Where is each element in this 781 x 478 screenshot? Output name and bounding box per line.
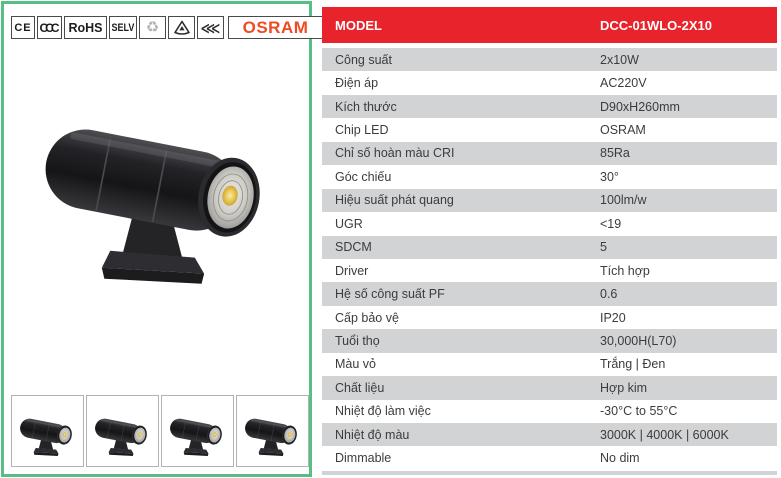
rohs-label: RoHS xyxy=(68,20,103,35)
spec-value: -30°C to 55°C xyxy=(600,404,678,419)
product-thumbnail-image xyxy=(242,412,304,457)
spec-value: Tích hợp xyxy=(600,263,650,278)
spec-value: AC220V xyxy=(600,76,647,91)
energy-arrows-icon: ⋘ xyxy=(200,19,221,36)
spec-value: No dim xyxy=(600,451,640,466)
spec-label: SDCM xyxy=(335,240,372,255)
product-thumbnail-3[interactable] xyxy=(161,395,234,467)
spec-row-housing-color xyxy=(322,353,777,376)
product-thumbnail-2[interactable] xyxy=(86,395,159,467)
spec-value: 2x10W xyxy=(600,52,639,67)
spec-label: Nhiệt độ màu xyxy=(335,427,410,442)
recycle-icon: ♻ xyxy=(145,19,160,36)
spec-value: <19 xyxy=(600,216,622,231)
spec-label: Dimmable xyxy=(335,451,392,466)
product-thumbnail-image xyxy=(17,412,79,457)
spec-label: Màu vỏ xyxy=(335,357,376,372)
spec-label: Kích thước xyxy=(335,99,397,114)
spec-label: Nhiệt độ làm việc xyxy=(335,404,431,419)
spec-value: 5 xyxy=(600,240,607,255)
spec-row-size xyxy=(322,95,777,118)
recycle-badge xyxy=(139,16,166,39)
product-photo-main xyxy=(34,102,288,288)
spec-row-chip xyxy=(322,118,777,141)
spec-value: 0.6 xyxy=(600,287,618,302)
spec-label: Chất liệu xyxy=(335,380,385,395)
osram-logo-badge xyxy=(228,16,323,39)
triangle-cert-badge xyxy=(168,16,195,39)
spec-row-lifetime xyxy=(322,329,777,352)
spec-value: 3000K | 4000K | 6000K xyxy=(600,427,729,442)
model-header-label: MODEL xyxy=(335,17,382,33)
spec-row-cri xyxy=(322,142,777,165)
spec-row-dimmable xyxy=(322,446,777,469)
spec-value: 30,000H(L70) xyxy=(600,333,677,348)
ce-mark-badge xyxy=(11,16,35,39)
spec-row-beam-angle xyxy=(322,165,777,188)
spec-label: Cấp bảo vệ xyxy=(335,310,399,325)
spec-label: Điện áp xyxy=(335,76,379,91)
spec-label: Hiệu suất phát quang xyxy=(335,193,454,208)
spec-label: Công suất xyxy=(335,52,392,67)
spec-row-driver xyxy=(322,259,777,282)
spec-label: Tuổi thọ xyxy=(335,333,380,348)
certification-badge-row xyxy=(11,16,323,39)
spec-value: IP20 xyxy=(600,310,626,325)
table-bottom-strip xyxy=(322,471,777,475)
spec-row-power xyxy=(322,48,777,71)
triangle-cert-icon xyxy=(173,20,191,36)
spec-rows xyxy=(322,48,777,470)
spec-label: Góc chiếu xyxy=(335,169,392,184)
spec-value: Trắng | Đen xyxy=(600,357,666,372)
ccc-mark-label: CCC xyxy=(39,20,57,35)
product-image-panel xyxy=(1,1,312,477)
spec-label: Chip LED xyxy=(335,123,389,138)
energy-arrows-badge xyxy=(197,16,224,39)
spec-row-efficacy xyxy=(322,189,777,212)
spec-row-voltage xyxy=(322,71,777,94)
spec-row-material xyxy=(322,376,777,399)
thumbnail-gallery xyxy=(11,395,309,467)
spec-label: Driver xyxy=(335,263,369,278)
spec-label: Hệ số công suất PF xyxy=(335,287,445,302)
spec-row-operating-temp xyxy=(322,400,777,423)
product-thumbnail-4[interactable] xyxy=(236,395,309,467)
spec-value: 85Ra xyxy=(600,146,630,161)
spec-value: 30° xyxy=(600,169,619,184)
spec-table xyxy=(322,7,777,475)
spec-value: Hợp kim xyxy=(600,380,648,395)
spec-label: UGR xyxy=(335,216,363,231)
product-thumbnail-1[interactable] xyxy=(11,395,84,467)
osram-logo: OSRAM xyxy=(242,17,309,37)
ccc-mark-badge xyxy=(37,16,62,39)
spec-label: Chỉ số hoàn màu CRI xyxy=(335,146,455,161)
spec-row-ip-rating xyxy=(322,306,777,329)
spec-value: 100lm/w xyxy=(600,193,647,208)
selv-label: SELV xyxy=(111,21,135,34)
spec-row-color-temp xyxy=(322,423,777,446)
selv-badge xyxy=(109,16,137,39)
spec-row-pf xyxy=(322,282,777,305)
ce-mark-label: CE xyxy=(14,21,32,34)
rohs-badge xyxy=(64,16,107,39)
product-thumbnail-image xyxy=(92,412,154,457)
spec-value: OSRAM xyxy=(600,123,646,138)
product-thumbnail-image xyxy=(167,412,229,457)
spec-table-header xyxy=(322,7,777,43)
model-number: DCC-01WLO-2X10 xyxy=(600,17,712,33)
spec-value: D90xH260mm xyxy=(600,99,680,114)
spec-row-sdcm xyxy=(322,236,777,259)
spec-row-ugr xyxy=(322,212,777,235)
